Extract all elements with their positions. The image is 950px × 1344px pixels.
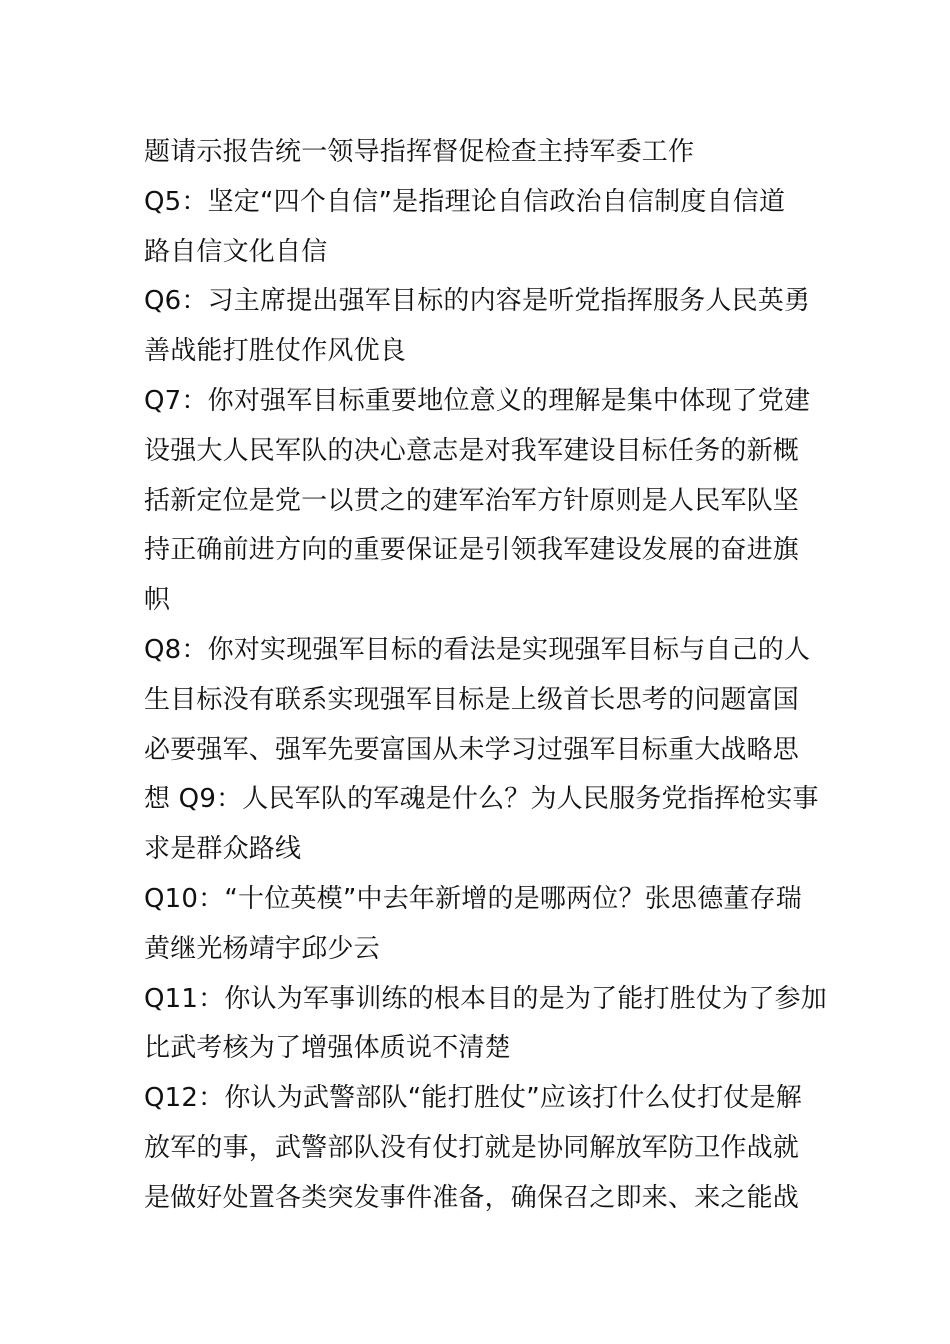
text-line: Q8：你对实现强军目标的看法是实现强军目标与自己的人 [144,634,811,665]
text-line: 比武考核为了增强体质说不清楚 [144,1033,511,1064]
text-line: 生目标没有联系实现强军目标是上级首长思考的问题富国 [144,684,800,715]
document-body [144,128,827,1224]
text-line: Q10：“十位英模”中去年新增的是哪两位？张思德董存瑞 [144,883,802,914]
text-line: 路自信文化自信 [144,236,328,267]
text-line: 必要强军、强军先要富国从未学习过强军目标重大战略思 [144,734,800,765]
text-line: Q12：你认为武警部队“能打胜仗”应该打什么仗打仗是解 [144,1083,802,1114]
text-line: 题请示报告统一领导指挥督促检查主持军委工作 [144,137,695,167]
text-line: 黄继光杨靖宇邱少云 [144,933,380,964]
text-line: 放军的事，武警部队没有仗打就是协同解放军防卫作战就 [144,1132,800,1163]
text-line: Q5：坚定“四个自信”是指理论自信政治自信制度自信道 [144,186,786,217]
text-line: 设强大人民军队的决心意志是对我军建设目标任务的新概 [144,435,800,466]
text-line: Q6：习主席提出强军目标的内容是听党指挥服务人民英勇 [144,286,811,317]
text-line: Q7：你对强军目标重要地位意义的理解是集中体现了党建 [144,385,811,416]
text-line: 想 Q9：人民军队的军魂是什么？为人民服务党指挥枪实事 [144,784,819,815]
text-line: 帜 [144,585,171,616]
text-line: 善战能打胜仗作风优良 [144,336,407,367]
text-line: 持正确前进方向的重要保证是引领我军建设发展的奋进旗 [144,535,800,566]
text-line: 是做好处置各类突发事件准备，确保召之即来、来之能战 [144,1182,800,1213]
text-line: 求是群众路线 [144,834,302,865]
text-line: 括新定位是党一以贯之的建军治军方针原则是人民军队坚 [144,485,800,516]
text-line: Q11：你认为军事训练的根本目的是为了能打胜仗为了参加 [144,983,827,1014]
